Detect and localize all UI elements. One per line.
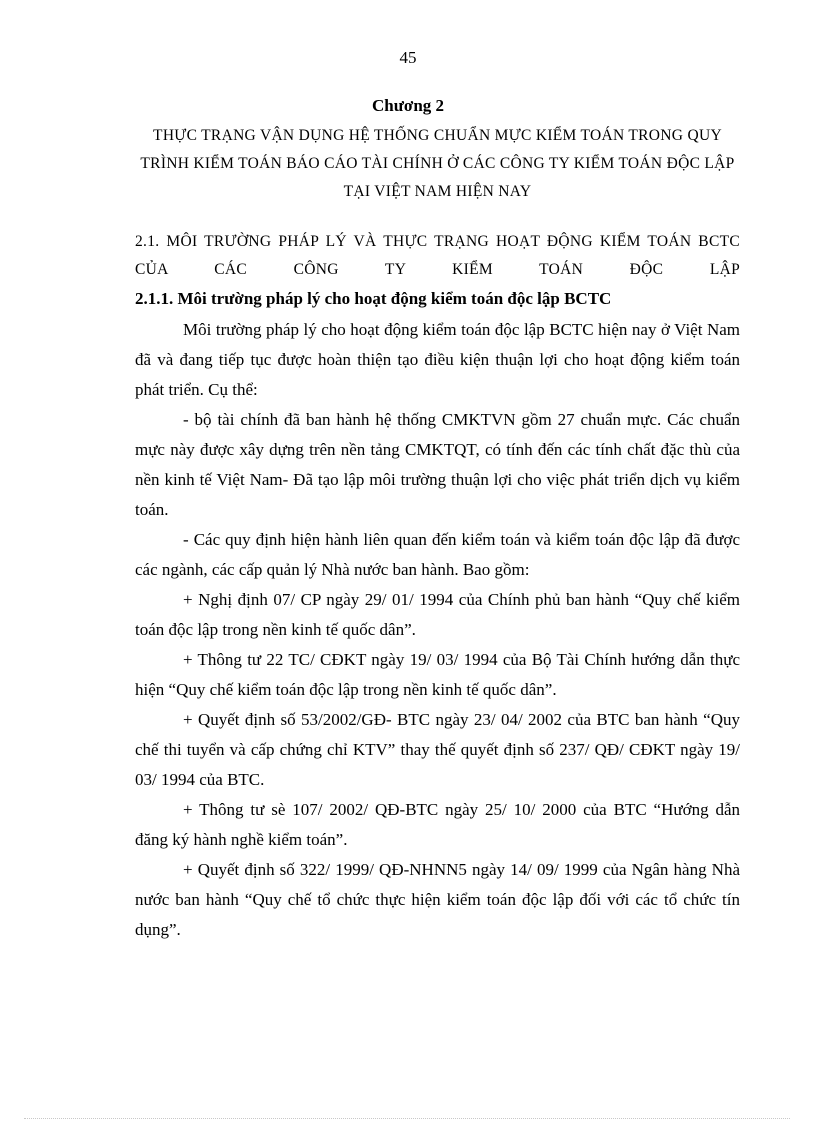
chapter-label: Chương 2	[371, 96, 445, 115]
list-item-circular-22: + Thông tư 22 TC/ CĐKT ngày 19/ 03/ 1994 của Bộ Tài Chính hướng dẫn thực hiện “Quy chế kiểm toán độc lập trong nền kinh tế quốc dân”.	[135, 650, 740, 699]
paragraph-intro: Môi trường pháp lý cho hoạt động kiểm toán độc lập BCTC hiện nay ở Việt Nam đã và đang tiếp tục được hoàn thiện tạo điều kiện thuận lợi cho hoạt động kiểm toán phát triển. Cụ thể:	[135, 320, 740, 399]
list-item-decree-07: + Nghị định 07/ CP ngày 29/ 01/ 1994 của Chính phủ ban hành “Quy chế kiểm toán độc lập trong nền kinh tế quốc dân”.	[135, 590, 740, 639]
list-item-decision-322: + Quyết định số 322/ 1999/ QĐ-NHNN5 ngày 14/ 09/ 1999 của Ngân hàng Nhà nước ban hành “Quy chế tổ chức thực hiện kiểm toán độc lập đối với các tổ chức tín dụng”.	[135, 860, 740, 939]
paragraph-regulations: - Các quy định hiện hành liên quan đến kiểm toán và kiểm toán độc lập đã được các ngành, các cấp quản lý Nhà nước ban hành. Bao gồm:	[135, 530, 740, 579]
page-bottom-divider	[24, 1118, 790, 1119]
paragraph-standards: - bộ tài chính đã ban hành hệ thống CMKTVN gồm 27 chuẩn mực. Các chuẩn mực này được xây dựng trên nền tảng CMKTQT, có tính đến các tính chất đặc thù của nền kinh tế Việt Nam- Đã tạo lập môi trường thuận lợi cho việc phát triển dịch vụ kiểm toán.	[135, 410, 740, 519]
list-item-circular-107: + Thông tư sè 107/ 2002/ QĐ-BTC ngày 25/ 10/ 2000 của BTC “Hướng dẫn đăng ký hành nghề kiểm toán”.	[135, 800, 740, 849]
body-text	[135, 315, 740, 945]
section-title: 2.1. MÔI TRƯỜNG PHÁP LÝ VÀ THỰC TRẠNG HOẠT ĐỘNG KIỂM TOÁN BCTC CỦA CÁC CÔNG TY KIỂM TOÁN ĐỘC LẬP	[135, 233, 740, 278]
chapter-title: THỰC TRẠNG VẬN DỤNG HỆ THỐNG CHUẨN MỰC KIỂM TOÁN TRONG QUY TRÌNH KIỂM TOÁN BÁO CÁO TÀI CHÍNH Ở CÁC CÔNG TY KIỂM TOÁN ĐỘC LẬP TẠI VIỆT NAM HIỆN NAY	[140, 127, 735, 200]
list-item-decision-53: + Quyết định số 53/2002/GĐ- BTC ngày 23/ 04/ 2002 của BTC ban hành “Quy chế thi tuyển và cấp chứng chỉ KTV” thay thế quyết định số 237/ QĐ/ CĐKT ngày 19/ 03/ 1994 của BTC.	[135, 710, 740, 789]
subsection-title: 2.1.1. Môi trường pháp lý cho hoạt động kiểm toán độc lập BCTC	[135, 289, 612, 308]
page-number: 45	[399, 48, 417, 67]
